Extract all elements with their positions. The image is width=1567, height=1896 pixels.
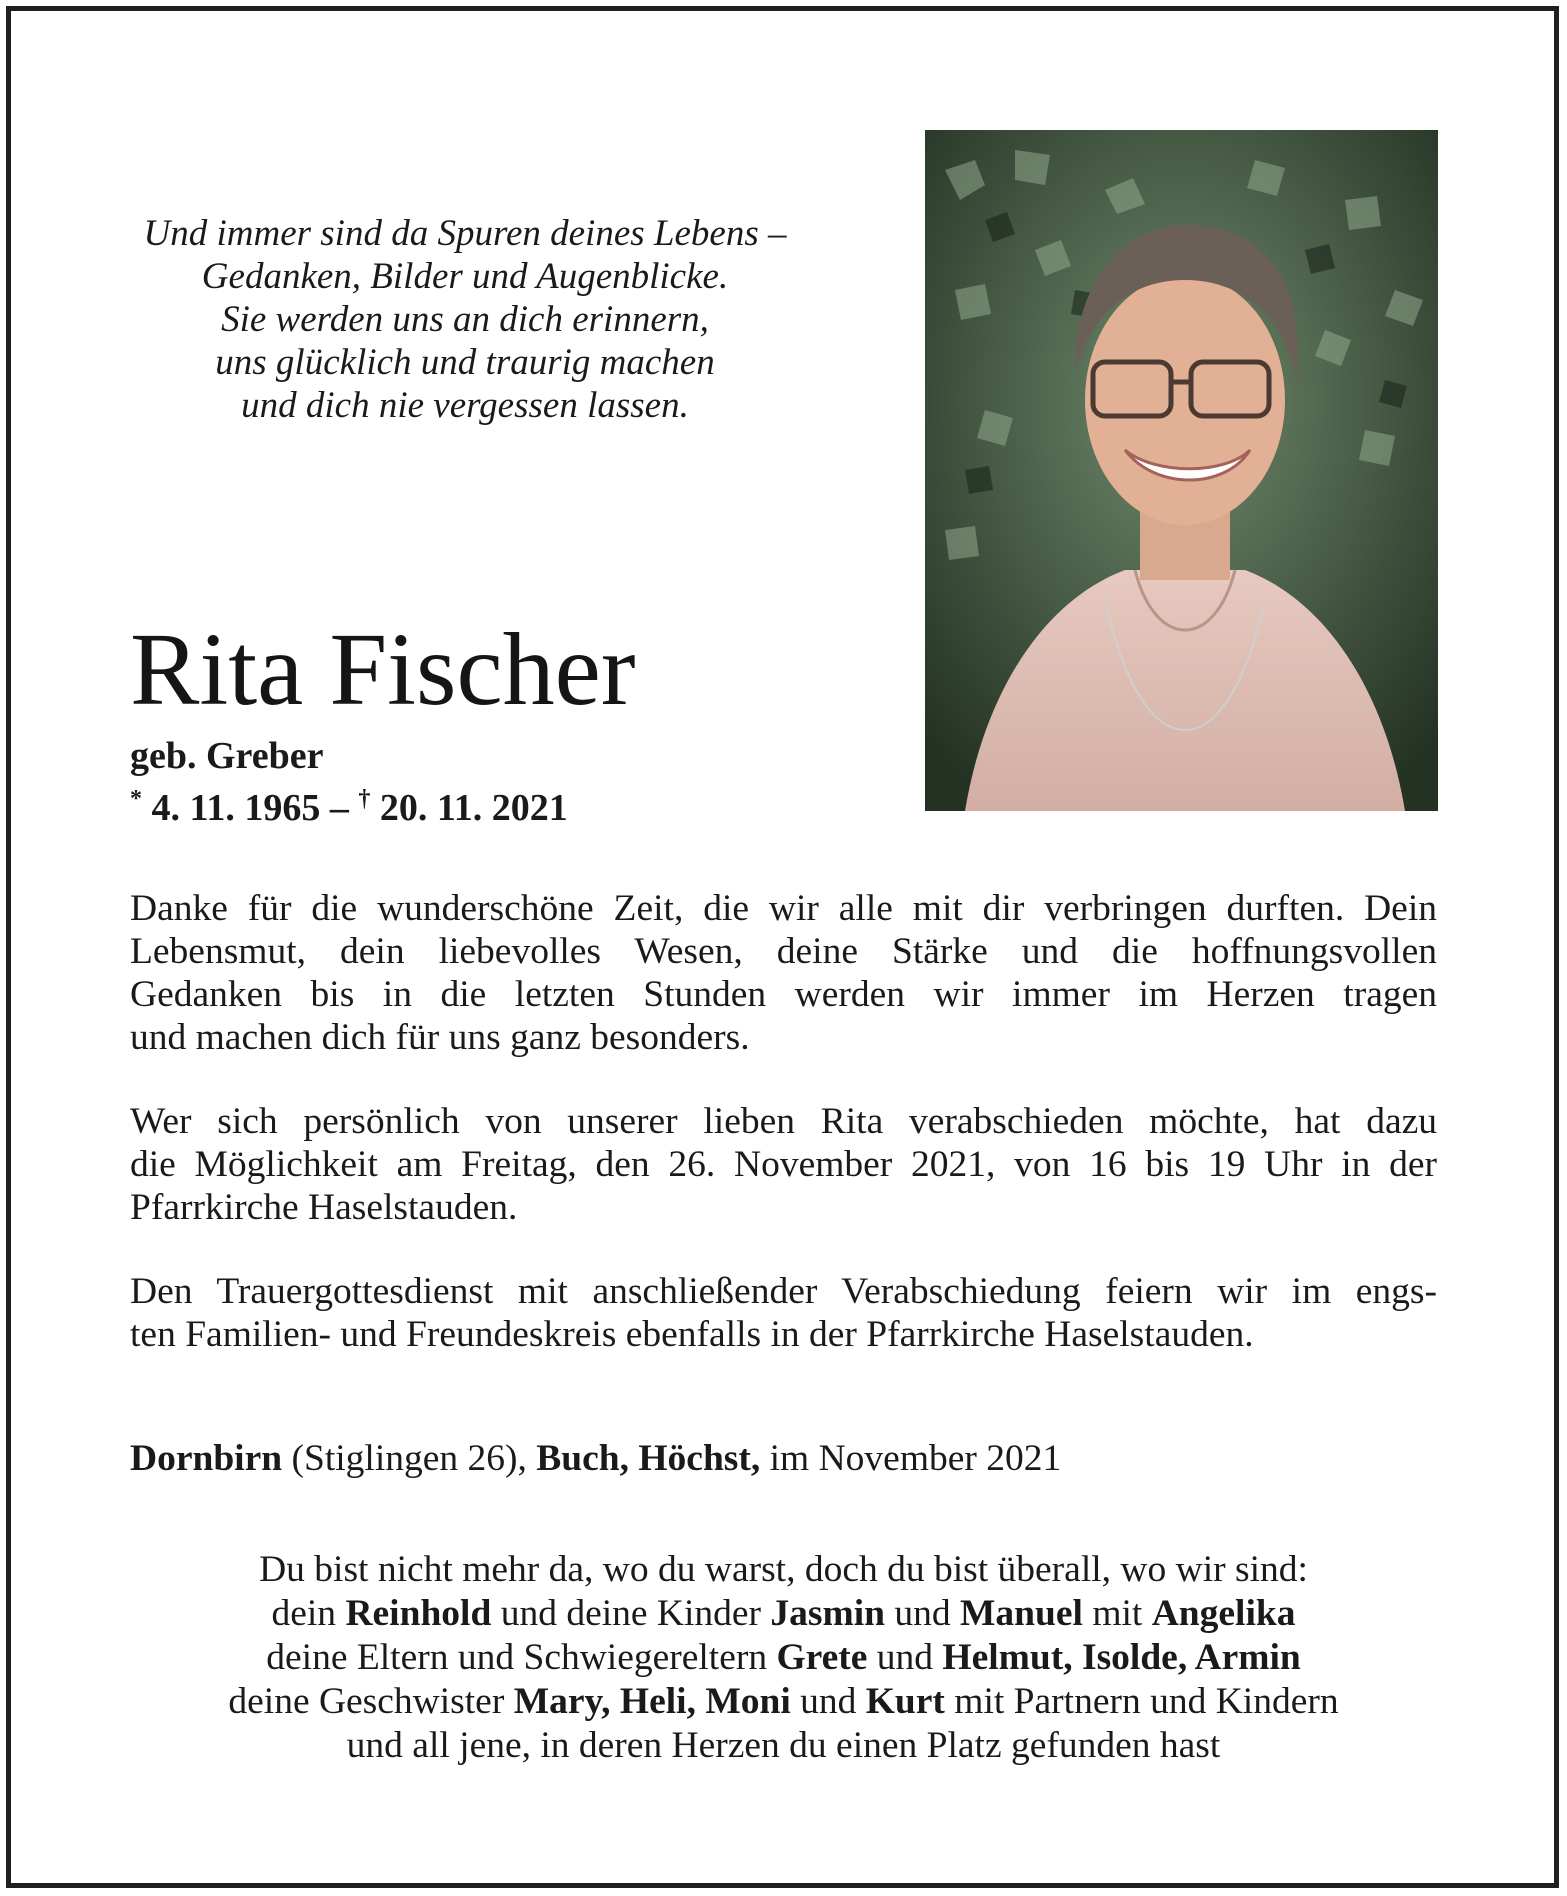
portrait-photo xyxy=(925,130,1438,811)
mourner-name: Manuel xyxy=(960,1593,1083,1634)
place-date: im November 2021 xyxy=(760,1438,1062,1479)
poem-line: uns glücklich und traurig machen xyxy=(215,342,715,383)
birth-mark: * xyxy=(130,786,142,812)
text-run: deine Eltern und Schwiegereltern xyxy=(266,1637,777,1678)
death-mark: † xyxy=(358,786,371,812)
service-paragraph xyxy=(130,1270,1437,1356)
closing-line xyxy=(110,1680,1457,1724)
text-line: Den Trauergottesdienst mit anschließender Verabschiedung feiern wir im engs- xyxy=(130,1271,1437,1312)
text-line: ten Familien- und Freundeskreis ebenfalls in der Pfarrkirche Haselstauden. xyxy=(130,1314,1254,1355)
place-and-date xyxy=(130,1437,1061,1480)
text-line: Pfarrkirche Haselstauden. xyxy=(130,1187,518,1228)
text-line: Gedanken bis in die letzten Stunden werden wir immer im Herzen tragen xyxy=(130,974,1437,1015)
mourner-name: Helmut, Isolde, Armin xyxy=(942,1637,1301,1678)
closing-line xyxy=(110,1636,1457,1680)
portrait-illustration xyxy=(925,130,1438,811)
birth-date: 4. 11. 1965 xyxy=(151,787,321,829)
closing-line xyxy=(110,1592,1457,1636)
place-city: Dornbirn xyxy=(130,1438,283,1479)
mourner-name: Reinhold xyxy=(345,1593,492,1634)
poem-line: Gedanken, Bilder und Augenblicke. xyxy=(201,256,729,297)
life-dates xyxy=(130,778,568,829)
text-line: und machen dich für uns ganz besonders. xyxy=(130,1017,750,1058)
closing-line: und all jene, in deren Herzen du einen Platz gefunden hast xyxy=(346,1725,1221,1766)
deceased-name: Rita Fischer xyxy=(130,612,636,727)
thanks-paragraph xyxy=(130,887,1437,1059)
mourner-name: Mary, Heli, Moni xyxy=(513,1681,791,1722)
mourner-name: Kurt xyxy=(865,1681,945,1722)
poem-line: und dich nie vergessen lassen. xyxy=(241,385,689,426)
date-separator: – xyxy=(329,787,349,829)
text-run: dein xyxy=(271,1593,346,1634)
mourner-name: Angelika xyxy=(1151,1593,1296,1634)
memorial-poem xyxy=(110,212,820,427)
text-run: und xyxy=(790,1681,866,1722)
place-address: (Stiglingen 26), xyxy=(282,1438,537,1479)
text-run: und xyxy=(885,1593,961,1634)
text-run: deine Geschwister xyxy=(228,1681,514,1722)
text-run: und deine Kinder xyxy=(491,1593,771,1634)
poem-line: Sie werden uns an dich erinnern, xyxy=(221,299,709,340)
text-run: und xyxy=(867,1637,943,1678)
text-line: Wer sich persönlich von unserer lieben Rita verabschieden möchte, hat dazu xyxy=(130,1101,1437,1142)
mourner-name: Grete xyxy=(776,1637,868,1678)
birth-name: geb. Greber xyxy=(130,735,324,777)
mourner-name: Jasmin xyxy=(770,1593,886,1634)
death-date: 20. 11. 2021 xyxy=(379,787,568,829)
text-line: die Möglichkeit am Freitag, den 26. November 2021, von 16 bis 19 Uhr in der xyxy=(130,1144,1437,1185)
text-run: mit xyxy=(1082,1593,1152,1634)
mourners-list xyxy=(110,1548,1457,1768)
closing-line: Du bist nicht mehr da, wo du warst, doch du bist überall, wo wir sind: xyxy=(259,1549,1308,1590)
text-line: Danke für die wunderschöne Zeit, die wir alle mit dir verbringen durften. Dein xyxy=(130,888,1437,929)
farewell-paragraph xyxy=(130,1100,1437,1229)
place-others: Buch, Höchst, xyxy=(536,1438,761,1479)
text-run: mit Partnern und Kindern xyxy=(944,1681,1339,1722)
text-line: Lebensmut, dein liebevolles Wesen, deine Stärke und die hoffnungsvollen xyxy=(130,931,1437,972)
poem-line: Und immer sind da Spuren deines Lebens – xyxy=(143,213,787,254)
